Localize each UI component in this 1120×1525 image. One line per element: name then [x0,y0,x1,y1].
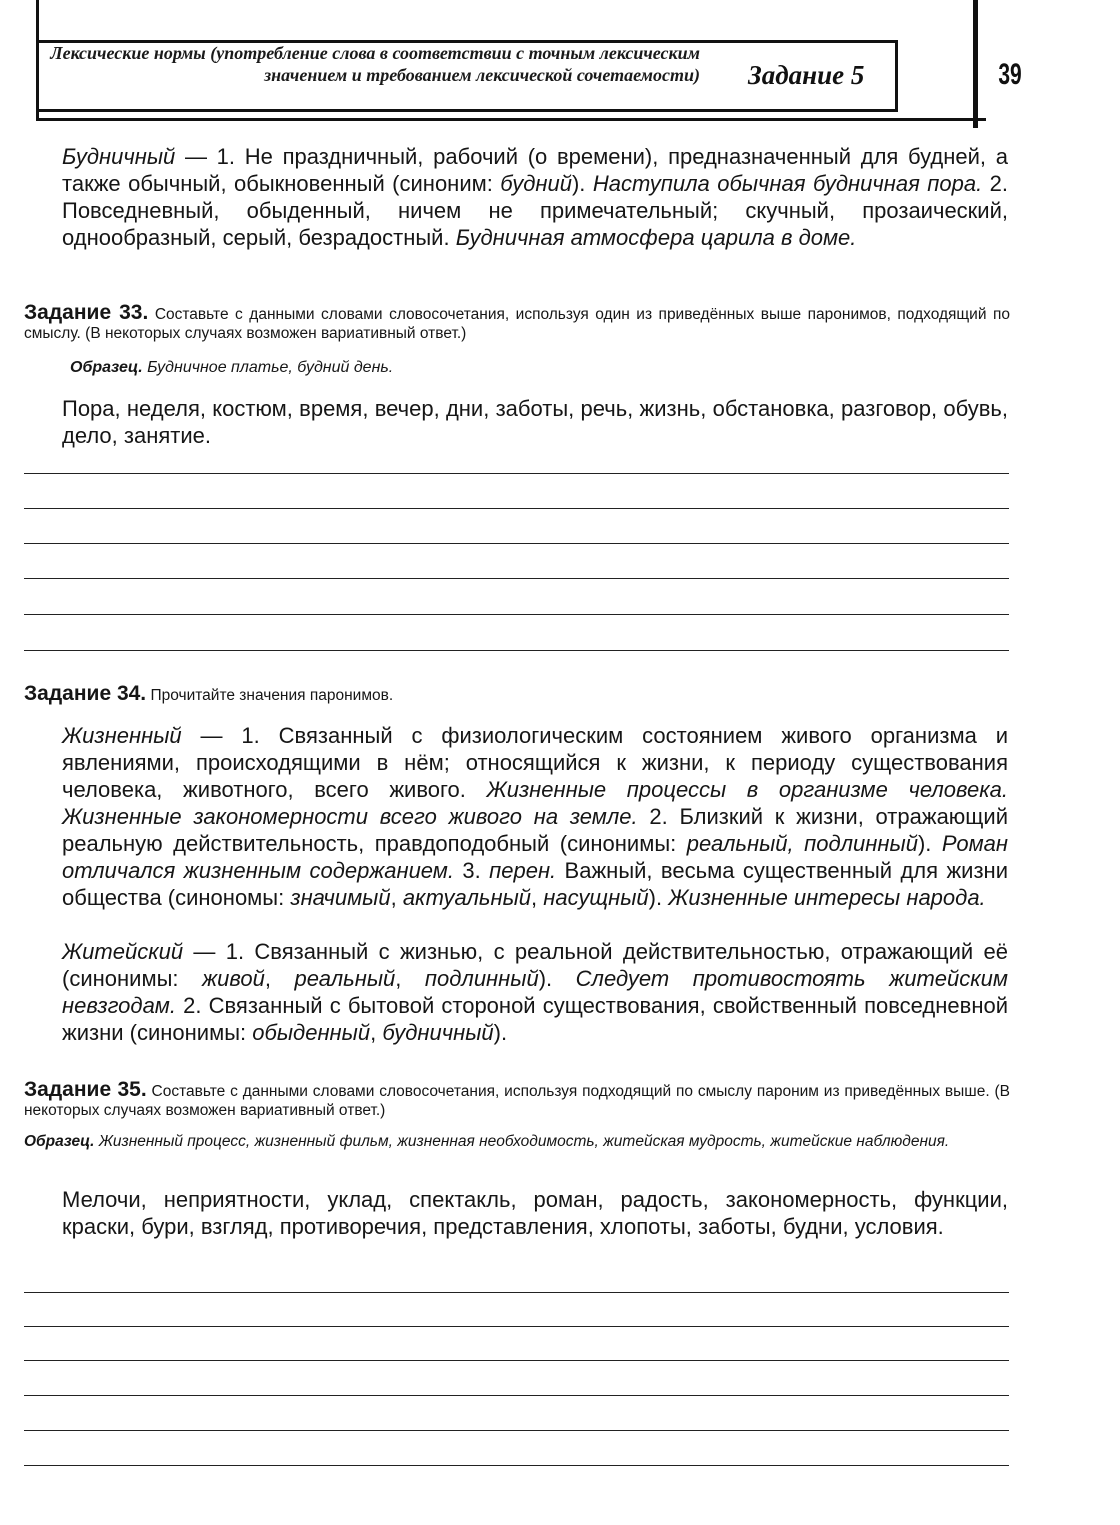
task-35-sample-label: Образец. [24,1133,95,1150]
italic-run: Жизненные интересы народа. [668,885,986,910]
italic-run: значимый [290,885,391,910]
answer-line[interactable] [24,1395,1009,1396]
italic-run: Роман отличался жизненным содержанием. [62,831,1008,883]
italic-run: Будничная атмосфера царила в доме. [455,225,857,250]
text-run: , [531,885,544,910]
right-margin-rule [973,0,978,128]
answer-line[interactable] [24,543,1009,544]
answer-line[interactable] [24,1430,1009,1431]
task-33 [24,303,1010,343]
italic-run: Житейский [62,939,184,964]
text-run: , [370,1020,383,1045]
text-run: Важный, весьма существенный для жизни общества (синономы: [62,858,1008,910]
text-run: ). [571,171,593,196]
definition-zhiteysky [62,938,1008,1046]
text-run: 2. Связанный с бытовой стороной существования, свойственный повседневной жизни (синонимы: [62,993,1008,1045]
task-35-words: Мелочи, неприятности, уклад, спектакль, роман, радость, закономерность, функции, краски, бури, взгляд, противоречия, представления, хлопоты, заботы, будни, условия. [62,1187,1008,1239]
text-run: ). [493,1020,508,1045]
text-run: — 1. Связанный с жизнью, с реальной действительностью, отражающий её (синонимы: [62,939,1008,991]
task-35 [24,1080,1010,1120]
text-run: 3. [453,858,490,883]
answer-line[interactable] [24,578,1009,579]
italic-run: реальный [294,966,396,991]
text-run: ). [648,885,669,910]
italic-run: обыденный [252,1020,371,1045]
italic-run: будничный [382,1020,494,1045]
task-35-number: Задание 35. [24,1078,147,1101]
italic-run: перен. [489,858,557,883]
italic-run: реальный, подлинный [686,831,918,856]
task-33-sample-label: Образец. [70,359,143,376]
italic-run: будний [500,171,572,196]
task-33-sample-text: Будничное платье, будний день. [142,359,394,376]
italic-run: Жизненный [62,723,182,748]
task-33-instruction: Составьте с данными словами словосочетания, используя один из приведённых выше паронимов, подходящий по смыслу. (В некоторых случаях возможен вариативный ответ.) [24,306,1010,342]
italic-run: Жизненные процессы в организме человека. Жизненные закономерности всего живого на земле. [62,777,1008,829]
text-run: — 1. Связанный с физиологическим состоянием живого организма и явлениями, происходящими в нём; относящийся к жизни, к периоду существования человека, животного, всего живого. [62,723,1008,802]
task-35-instruction: Составьте с данными словами словосочетания, используя подходящий по смыслу пароним из приведённых выше. (В некоторых случаях возможен вариативный ответ.) [24,1083,1010,1119]
answer-line[interactable] [24,1326,1009,1327]
answer-line[interactable] [24,614,1009,615]
text-run: ). [917,831,942,856]
italic-run: Следует противостоять житейским невзгодам. [62,966,1008,1018]
text-run: — 1. Не праздничный, рабочий (о времени), предназначенный для будней, а также обычный, обыкновенный (синоним: [62,144,1008,196]
header-topic: Лексические нормы (употребление слова в соответствии с точным лексическим значением и требованием лексической сочетаемости) [50,43,700,85]
page-number: 39 [998,58,1022,91]
answer-line[interactable] [24,1292,1009,1293]
italic-run: живой [202,966,265,991]
task-33-number: Задание 33. [24,301,149,324]
header-task-label: Задание 5 [748,60,865,90]
answer-line[interactable] [24,1360,1009,1361]
italic-run: подлинный [424,966,539,991]
task-34-instruction: Прочитайте значения паронимов. [146,687,394,704]
definition-budnichny [62,143,1008,251]
italic-run: актуальный [402,885,532,910]
italic-run: Наступила обычная будничная пора. [592,171,983,196]
answer-line[interactable] [24,650,1009,651]
task-34 [24,684,1010,705]
task-33-sample [70,358,1010,377]
text-run: , [264,966,295,991]
italic-run: насущный [543,885,649,910]
text-run: , [395,966,425,991]
text-run: 2. Близкий к жизни, отражающий реальную действительность, правдоподобный (синонимы: [62,804,1008,856]
answer-line[interactable] [24,473,1009,474]
text-run: ). [538,966,576,991]
task-35-sample [24,1132,1010,1151]
definition-zhiznenny [62,722,1008,911]
task-35-sample-text: Жизненный процесс, жизненный фильм, жизненная необходимость, житейская мудрость, житейские наблюдения. [94,1133,950,1150]
header-rule [36,118,986,121]
answer-line[interactable] [24,1465,1009,1466]
answer-line[interactable] [24,508,1009,509]
task-33-words: Пора, неделя, костюм, время, вечер, дни, заботы, речь, жизнь, обстановка, разговор, обувь, дело, занятие. [62,396,1008,448]
task-34-number: Задание 34. [24,682,147,705]
text-run: , [390,885,403,910]
text-run: 2. Повседневный, обыденный, ничем не примечательный; скучный, прозаический, однообразный, серый, безрадостный. [62,171,1008,250]
italic-run: Будничный [62,144,176,169]
